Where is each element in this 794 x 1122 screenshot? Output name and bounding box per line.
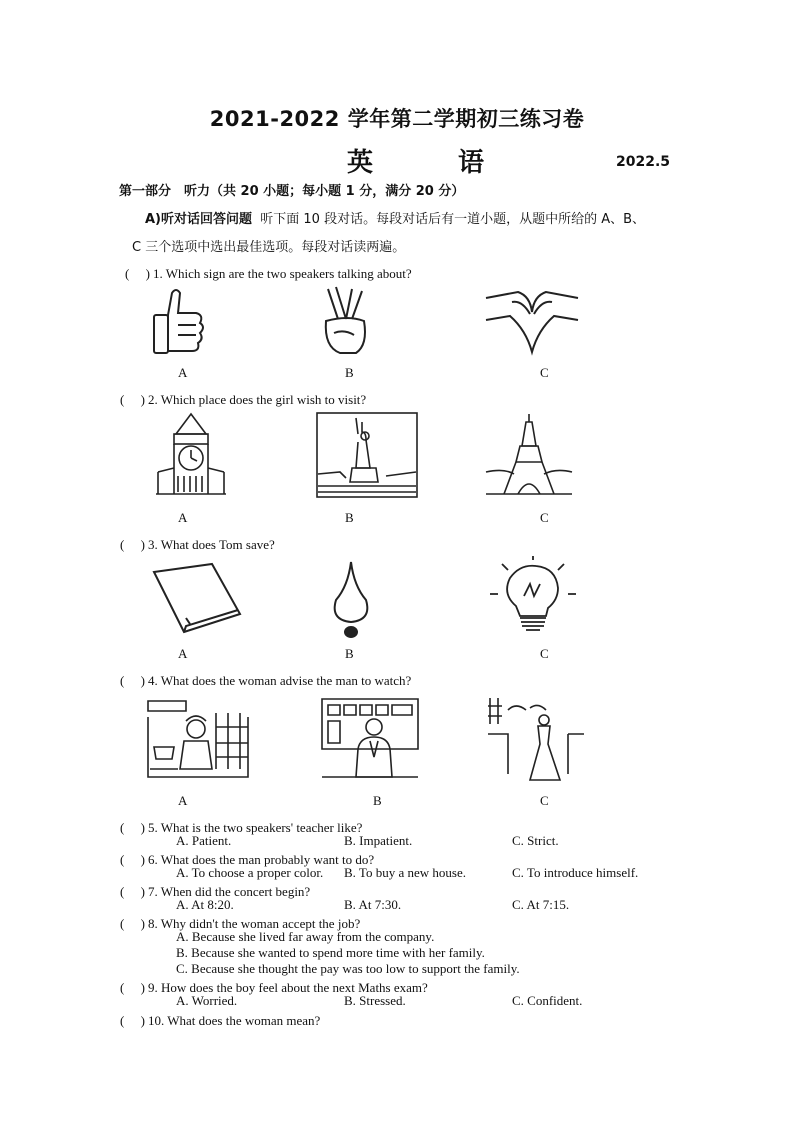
news-show-icon	[320, 697, 420, 781]
light-bulb-icon	[486, 556, 580, 636]
option-c: C. Strict.	[512, 833, 559, 848]
question-3	[120, 534, 275, 553]
option-b: B. At 7:30.	[344, 897, 402, 912]
water-drop-icon	[330, 560, 372, 638]
option-b: B. Impatient.	[344, 833, 413, 848]
question-10	[120, 1010, 320, 1029]
section-a-text: 听下面 10 段对话。每段对话后有一道小题，从题中所给的 A、B、	[260, 212, 646, 227]
question-text: 2. Which place does the girl wish to visit?	[148, 392, 367, 407]
question-text: 6. What does the man probably want to do?	[148, 852, 375, 867]
option-b-label: B	[373, 793, 382, 808]
question-2	[120, 389, 366, 408]
option-a-label: A	[178, 646, 188, 661]
option-c-label: C	[540, 646, 549, 661]
exam-title: 2021-2022 学年第二学期初三练习卷	[209, 107, 585, 131]
question-4	[120, 670, 411, 689]
answer-blank[interactable]: ( )	[120, 852, 145, 867]
section-a-label: A)听对话回答问题	[145, 212, 253, 227]
answer-blank[interactable]: ( )	[120, 673, 145, 688]
option-a: A. To choose a proper color.	[176, 865, 324, 880]
option-a-label: A	[178, 793, 188, 808]
question-text: 7. When did the concert begin?	[148, 884, 311, 899]
answer-blank[interactable]: ( )	[120, 537, 145, 552]
option-a-label: A	[178, 510, 188, 525]
question-1	[125, 263, 412, 282]
option-a-label: A	[178, 365, 188, 380]
option-c-label: C	[540, 510, 549, 525]
answer-blank[interactable]: ( )	[120, 1013, 145, 1028]
question-text: 9. How does the boy feel about the next Maths exam?	[148, 980, 428, 995]
eiffel-tower-icon	[484, 412, 574, 498]
option-c-label: C	[540, 793, 549, 808]
answer-blank[interactable]: ( )	[120, 820, 145, 835]
section-a-instruction-line1	[145, 208, 645, 227]
cooking-show-icon	[146, 697, 250, 779]
answer-blank[interactable]: ( )	[125, 266, 150, 281]
paper-sheet-icon	[150, 562, 242, 634]
option-a: A. At 8:20.	[176, 897, 234, 912]
part-heading: 第一部分 听力（共 20 小题；每小题 1 分，满分 20 分）	[119, 184, 465, 199]
option-a: A. Worried.	[176, 993, 238, 1008]
model-show-icon	[486, 694, 586, 784]
question-5	[120, 817, 362, 836]
section-a-instruction-line2: C 三个选项中选出最佳选项。每段对话读两遍。	[132, 240, 406, 255]
answer-blank[interactable]: ( )	[120, 884, 145, 899]
question-text: 3. What does Tom save?	[148, 537, 275, 552]
exam-date: 2022.5	[616, 154, 671, 170]
option-b-label: B	[345, 646, 354, 661]
option-a: A. Because she lived far away from the company.	[176, 929, 435, 944]
subject-title: 英 语	[347, 148, 523, 178]
option-c: C. At 7:15.	[512, 897, 570, 912]
option-c-label: C	[540, 365, 549, 380]
option-b-label: B	[345, 510, 354, 525]
victory-hand-icon	[318, 285, 370, 357]
option-a: A. Patient.	[176, 833, 232, 848]
option-b: B. Stressed.	[344, 993, 406, 1008]
option-c: C. Because she thought the pay was too low to support the family.	[176, 961, 520, 976]
thumbs-up-icon	[148, 285, 208, 357]
statue-of-liberty-icon	[316, 412, 418, 498]
big-ben-icon	[152, 412, 230, 496]
option-c: C. Confident.	[512, 993, 583, 1008]
option-b-label: B	[345, 365, 354, 380]
option-b: B. Because she wanted to spend more time with her family.	[176, 945, 485, 960]
heart-hands-icon	[482, 290, 582, 358]
answer-blank[interactable]: ( )	[120, 392, 145, 407]
question-text: 5. What is the two speakers' teacher like?	[148, 820, 363, 835]
option-b: B. To buy a new house.	[344, 865, 466, 880]
question-text: 1. Which sign are the two speakers talking about?	[153, 266, 412, 281]
option-c: C. To introduce himself.	[512, 865, 639, 880]
answer-blank[interactable]: ( )	[120, 916, 145, 931]
question-text: 4. What does the woman advise the man to watch?	[148, 673, 412, 688]
answer-blank[interactable]: ( )	[120, 980, 145, 995]
question-text: 10. What does the woman mean?	[148, 1013, 321, 1028]
question-text: 8. Why didn't the woman accept the job?	[148, 916, 361, 931]
